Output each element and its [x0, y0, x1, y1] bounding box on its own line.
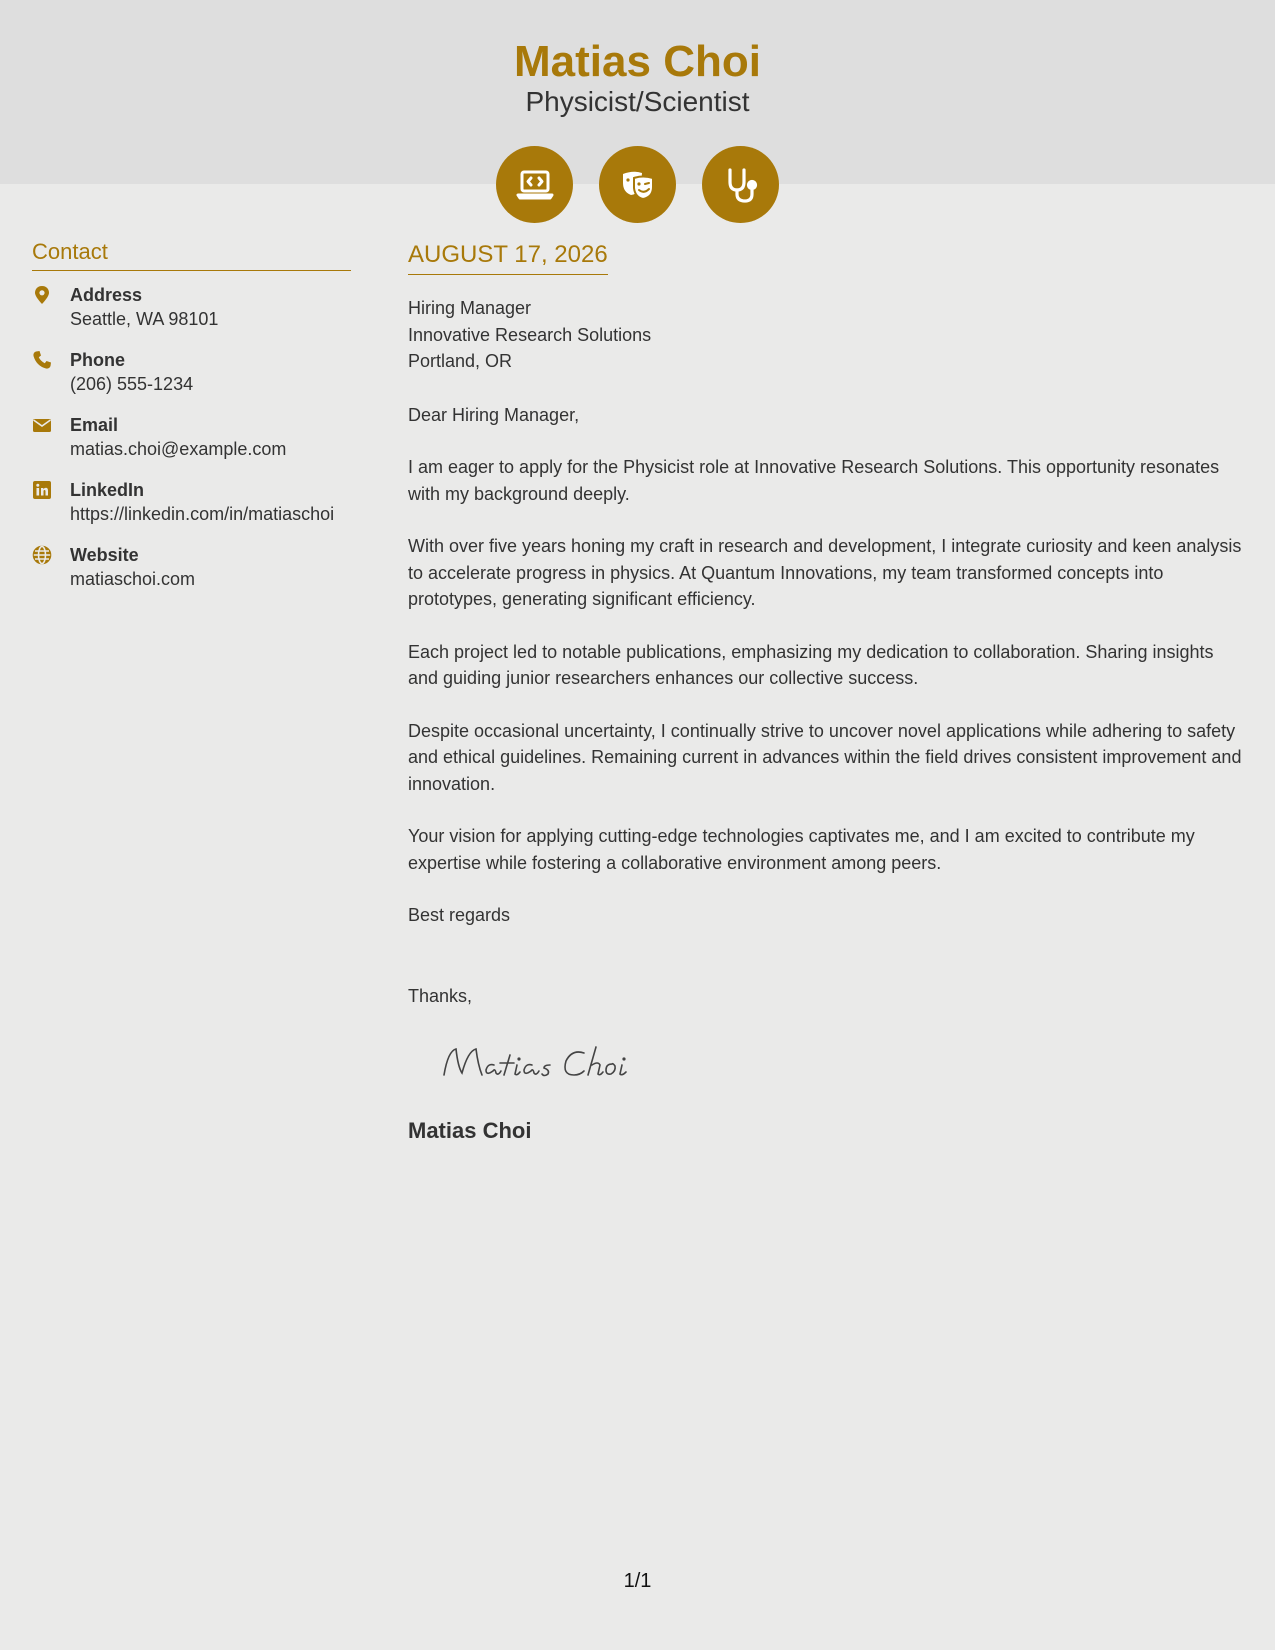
recipient-line: Portland, OR [408, 351, 513, 371]
letter-paragraph: Each project led to notable publications, emphasizing my dedication to collaboration. Sharing insights and guiding junior researchers enhances our collective success. [408, 641, 1214, 688]
letter-paragraph: Your vision for applying cutting-edge technologies captivates me, and I am excited to contribute my expertise while fostering a collaborative environment among peers. [408, 826, 1195, 873]
closing: Best regards [408, 905, 511, 925]
stethoscope-icon [702, 146, 779, 223]
contact-label: LinkedIn [70, 480, 145, 500]
contact-sidebar [32, 238, 351, 608]
contact-item-linkedin [32, 478, 351, 527]
envelope-icon [32, 413, 70, 462]
contact-item-email [32, 413, 351, 462]
laptop-code-icon [496, 146, 573, 223]
contact-item-phone [32, 348, 351, 397]
contact-item-website [32, 543, 351, 592]
candidate-title: Physicist/Scientist [525, 86, 750, 117]
badge-row [496, 146, 779, 223]
contact-item-address [32, 283, 351, 332]
candidate-name: Matias Choi [514, 37, 761, 86]
contact-heading: Contact [32, 238, 351, 271]
letter-paragraph: With over five years honing my craft in research and development, I integrate curiosity and keen analysis to accelerate progress in physics. At Quantum Innovations, my team transformed concepts into prototypes, generating significant efficiency. [408, 536, 1242, 609]
greeting: Dear Hiring Manager, [408, 404, 580, 425]
page-number: 1/1 [623, 1570, 652, 1592]
recipient-block [408, 295, 1243, 375]
contact-value: matias.choi@example.com [70, 439, 287, 459]
letter-date: AUGUST 17, 2026 [408, 240, 608, 275]
theater-masks-icon [599, 146, 676, 223]
contact-value: https://linkedin.com/in/matiaschoi [70, 504, 335, 524]
letter-paragraph: Despite occasional uncertainty, I continually strive to uncover novel applications while adhering to safety and ethical guidelines. Remaining current in advances within the field drives consistent improvement and innovation. [408, 720, 1242, 794]
letter-paragraph: I am eager to apply for the Physicist role at Innovative Research Solutions. This opportunity resonates with my background deeply. [408, 457, 1220, 504]
globe-icon [32, 543, 70, 592]
contact-value: (206) 555-1234 [70, 374, 194, 394]
letter-body [408, 240, 1243, 1145]
phone-icon [32, 348, 70, 397]
contact-value: matiaschoi.com [70, 569, 196, 589]
recipient-line: Innovative Research Solutions [408, 324, 652, 345]
contact-value: Seattle, WA 98101 [70, 309, 219, 329]
contact-label: Email [70, 415, 119, 435]
linkedin-icon [32, 478, 70, 527]
handwritten-signature [438, 1037, 1243, 1087]
contact-label: Address [70, 285, 143, 305]
signed-name: Matias Choi [408, 1118, 532, 1143]
thanks: Thanks, [408, 985, 473, 1006]
contact-label: Phone [70, 350, 126, 370]
recipient-line: Hiring Manager [408, 298, 532, 318]
map-pin-icon [32, 283, 70, 332]
contact-label: Website [70, 545, 139, 565]
